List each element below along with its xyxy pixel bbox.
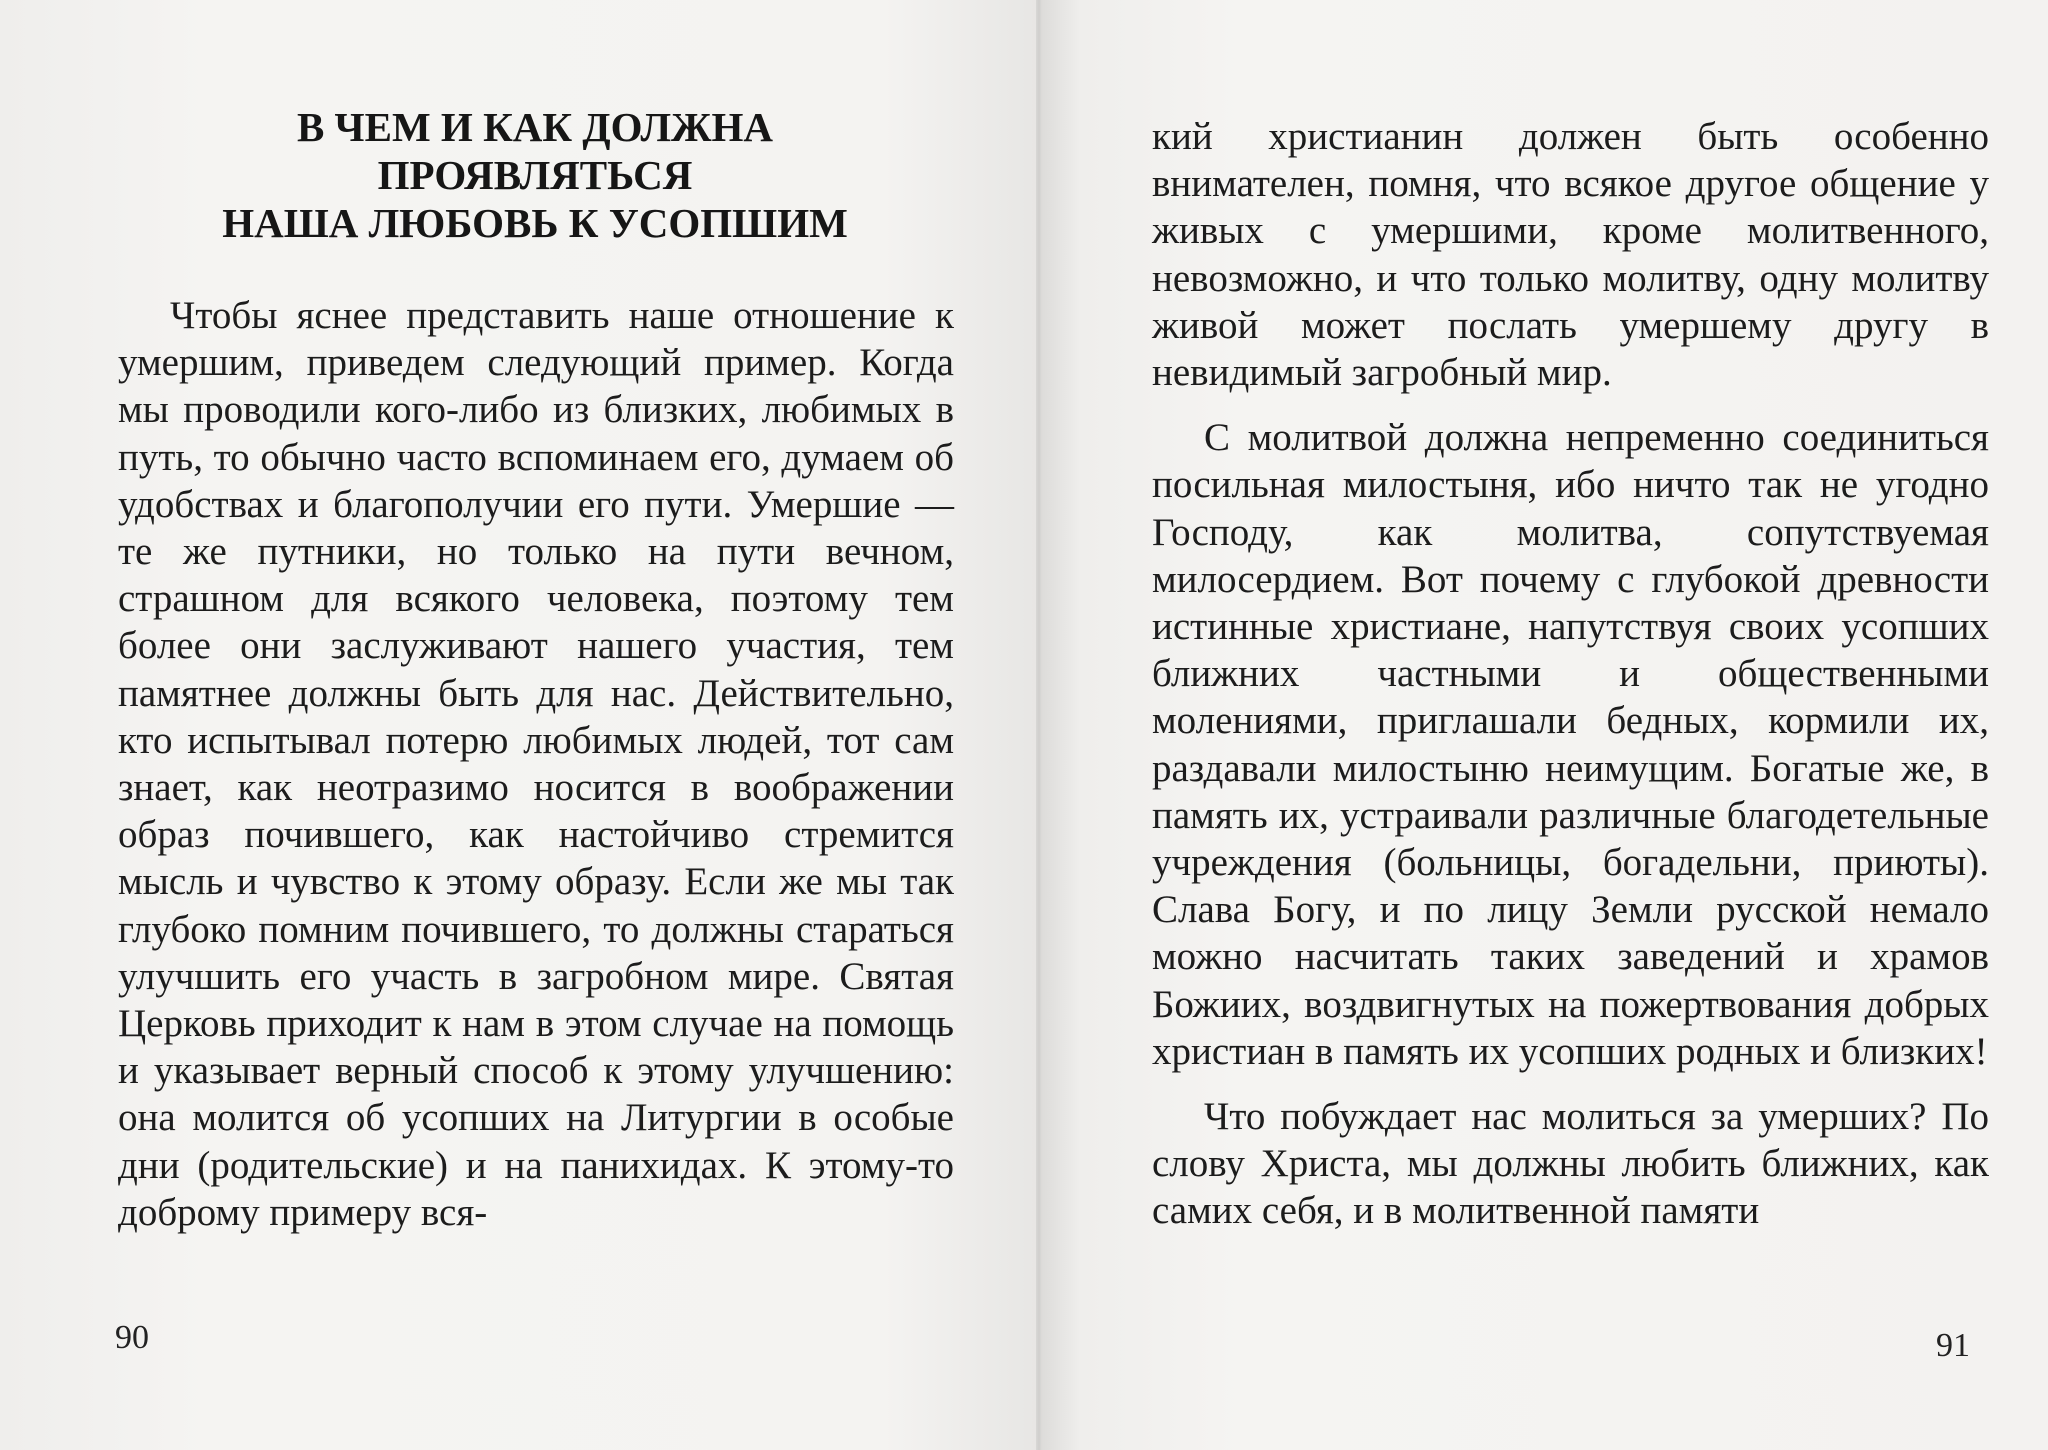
right-paragraph-2: С молитвой должна непременно соединиться посильная милостыня, ибо ничто так не угодно Господу, как молитва, сопутствуемая милосердием. Вот почему с глубокой древности истинные христиане, напутствуя своих усопших ближних частными и общественными молениями, приглашали бедных, кормили их, раздавали милостыню неимущим. Богатые же, в память их, устраивали различные благодетельные учреждения (больницы, богадельни, приюты). Слава Богу, и по лицу Земли русской немало можно насчитать таких заведений и храмов Божиих, воздвигнутых на пожертвования добрых христиан в память их усопших родных и близких! — [1152, 416, 1989, 1073]
chapter-heading — [110, 103, 960, 247]
right-page — [1040, 0, 2048, 1450]
left-page-text — [118, 292, 954, 1236]
right-paragraph-3: Что побуждает нас молиться за умерших? По слову Христа, мы должны любить ближних, как самих себя, и в молитвенной памяти — [1152, 1095, 1989, 1233]
heading-line-2: ПРОЯВЛЯТЬСЯ — [377, 152, 693, 198]
right-page-text — [1152, 113, 1989, 1235]
left-paragraph-1: Чтобы яснее представить наше отношение к умершим, приведем следующий пример. Когда мы проводили кого-либо из близких, любимых в путь, то обычно часто вспоминаем его, думаем об удобствах и благополучии его пути. Умершие — те же путники, но только на пути вечном, страшном для всякого человека, поэтому тем более они заслуживают нашего участия, тем памятнее должны быть для нас. Действительно, кто испытывал потерю любимых людей, тот сам знает, как неотразимо носится в воображении образ почившего, как настойчиво стремится мысль и чувство к этому образу. Если же мы так глубоко помним почившего, то должны стараться улучшить его участь в загробном мире. Святая Церковь приходит к нам в этом случае на помощь и указывает верный способ к этому улучшению: она молится об усопших на Литургии в особые дни (родительские) и на панихидах. К этому-то доброму примеру вся- — [118, 294, 954, 1234]
page-number-left: 90 — [115, 1319, 149, 1356]
book-gutter — [1036, 0, 1042, 1450]
heading-line-1: В ЧЕМ И КАК ДОЛЖНА — [296, 104, 774, 150]
heading-line-3: НАША ЛЮБОВЬ К УСОПШИМ — [222, 200, 848, 246]
right-paragraph-1: кий христианин должен быть особенно внимателен, помня, что всякое другое общение у живых с умершими, кроме молитвенного, невозможно, и что только молитву, одну молитву живой может послать умершему другу в невидимый загробный мир. — [1152, 115, 1989, 395]
page-number-right: 91 — [1936, 1327, 1970, 1364]
